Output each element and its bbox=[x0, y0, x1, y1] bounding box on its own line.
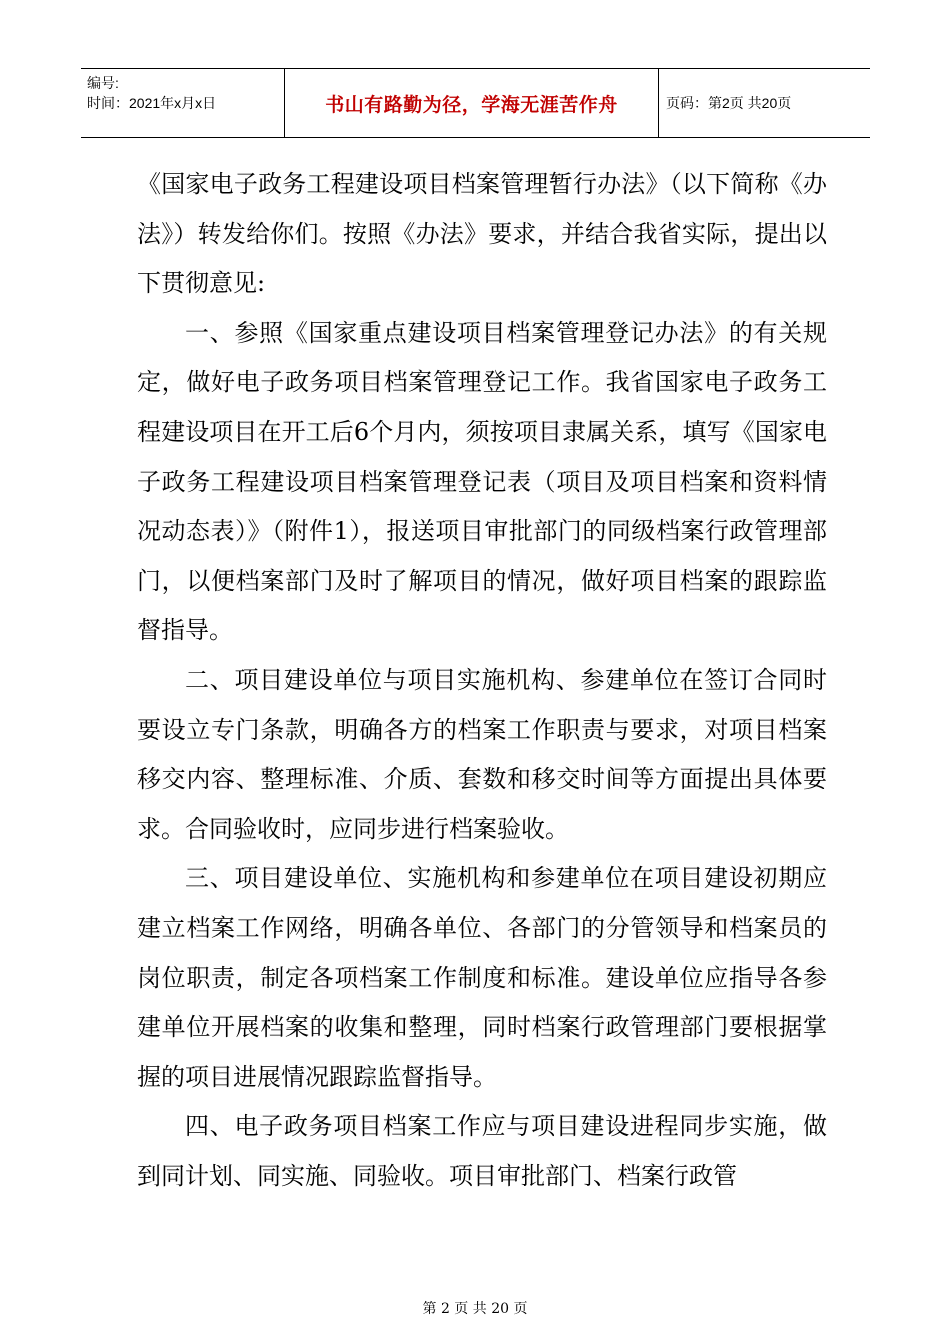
paragraph-item-2: 二、项目建设单位与项目实施机构、参建单位在签订合同时要设立专门条款，明确各方的档案工作职责与要求，对项目档案移交内容、整理标准、介质、套数和移交时间等方面提出具体要求。合同验收时，应同步进行档案验收。 bbox=[137, 665, 827, 843]
paragraph-item-4: 四、电子政务项目档案工作应与项目建设进程同步实施，做到同计划、同实施、同验收。项目审批部门、档案行政管 bbox=[137, 1112, 827, 1190]
header-page-number: 页码：第2页 共20页 bbox=[666, 95, 792, 111]
header-motto-cell bbox=[284, 69, 659, 137]
document-number-label: 编号: bbox=[87, 75, 119, 91]
paragraph-item-1: 一、参照《国家重点建设项目档案管理登记办法》的有关规定，做好电子政务项目档案管理登记工作。我省国家电子政务工程建设项目在开工后6个月内，须按项目隶属关系，填写《国家电子政务工程建设项目档案管理登记表（项目及项目档案和资料情况动态表）》（附件1），报送项目审批部门的同级档案行政管理部门，以便档案部门及时了解项目的情况，做好项目档案的跟踪监督指导。 bbox=[137, 318, 827, 645]
page-footer: 第 2 页 共 20 页 bbox=[422, 1301, 528, 1317]
paragraph-item-3: 三、项目建设单位、实施机构和参建单位在项目建设初期应建立档案工作网络，明确各单位、各部门的分管领导和档案员的岗位职责，制定各项档案工作制度和标准。建设单位应指导各参建单位开展档案的收集和整理，同时档案行政管理部门要根据掌握的项目进展情况跟踪监督指导。 bbox=[137, 864, 827, 1091]
paragraph-intro: 《国家电子政务工程建设项目档案管理暂行办法》（以下简称《办法》）转发给你们。按照《办法》要求，并结合我省实际，提出以下贯彻意见: bbox=[137, 170, 827, 298]
header-motto: 书山有路勤为径，学海无涯苦作舟 bbox=[325, 94, 618, 116]
header-meta bbox=[87, 73, 285, 113]
document-time-label: 时间：2021年x月x日 bbox=[87, 95, 217, 111]
page-header bbox=[81, 68, 870, 138]
document-body bbox=[137, 160, 827, 1201]
